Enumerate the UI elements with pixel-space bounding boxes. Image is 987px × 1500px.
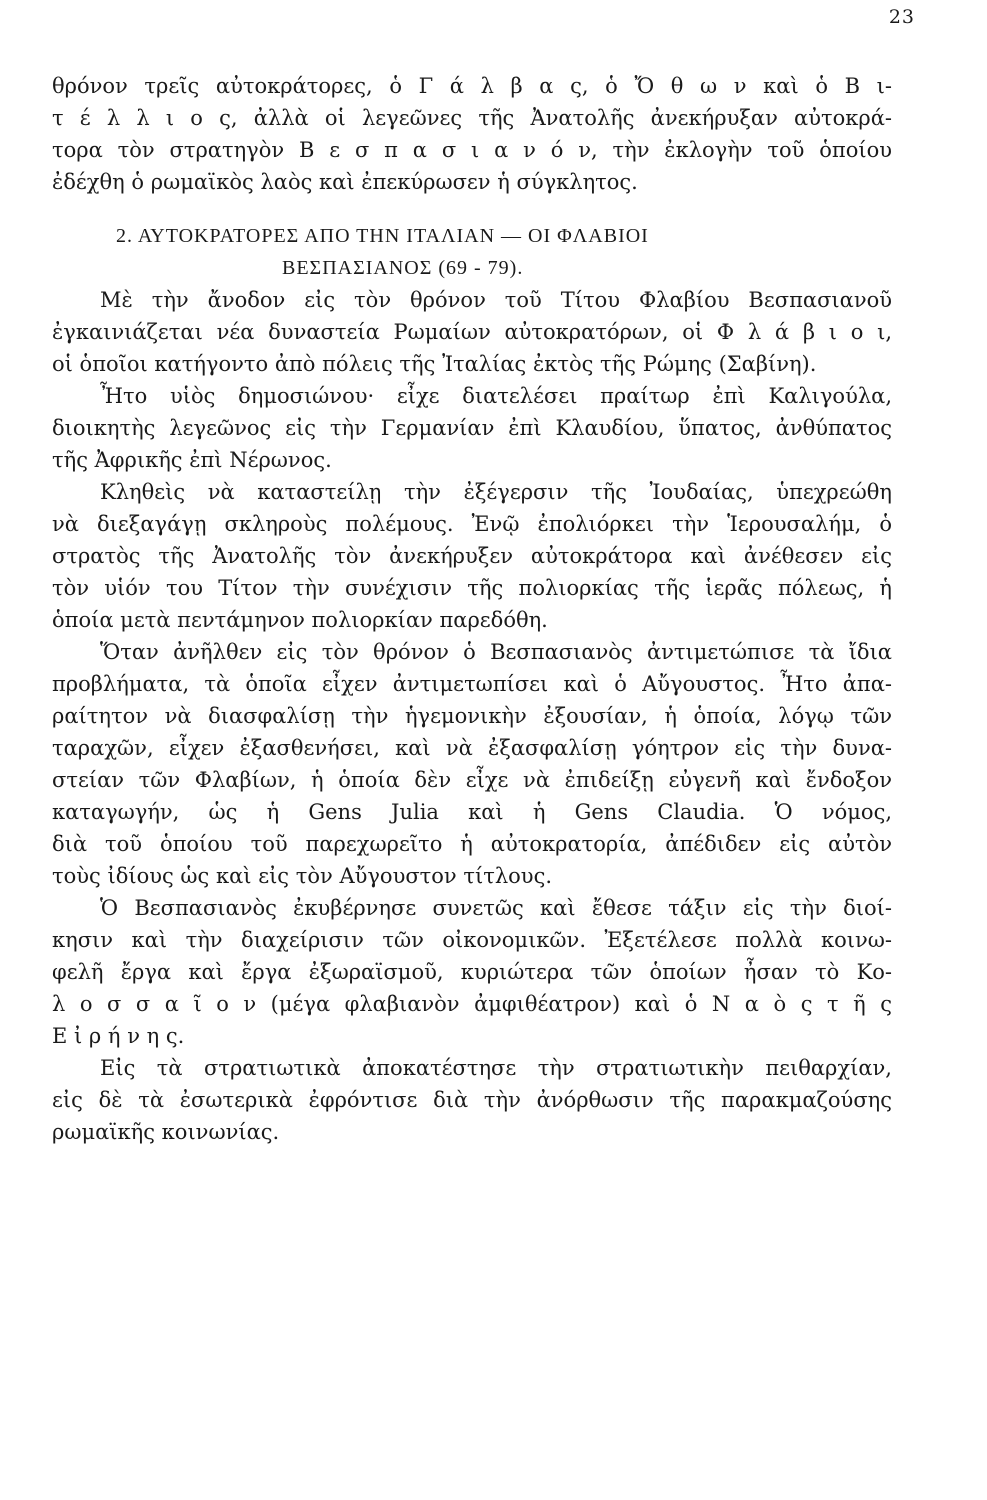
- text-line: Εἰς τὰ στρατιωτικὰ ἀποκατέστησε τὴν στρατιωτικὴν πειθαρχίαν,: [100, 1056, 892, 1080]
- text-line: τῆς Ἀφρικῆς ἐπὶ Νέρωνος.: [52, 448, 332, 472]
- text-line: φελῆ ἔργα καὶ ἔργα ἐξωραϊσμοῦ, κυριώτερα τῶν ὁποίων ἦσαν τὸ Κο-: [52, 960, 892, 984]
- text-line: εἰς δὲ τὰ ἐσωτερικὰ ἐφρόντισε διὰ τὴν ἀνόρθωσιν τῆς παρακμαζούσης: [52, 1088, 892, 1112]
- text-line: προβλήματα, τὰ ὁποῖα εἶχεν ἀντιμετωπίσει καὶ ὁ Αὔγουστος. Ἦτο ἀπα-: [52, 672, 892, 696]
- text-line: Μὲ τὴν ἄνοδον εἰς τὸν θρόνον τοῦ Τίτου Φλαβίου Βεσπασιανοῦ: [100, 288, 892, 312]
- section-body: [52, 284, 892, 1148]
- text-line: θρόνον τρεῖς αὐτοκράτορες, ὁ Γ ά λ β α ς, ὁ Ὄ θ ω ν καὶ ὁ Β ι-: [52, 74, 892, 98]
- text-line: Ὁ Βεσπασιανὸς ἐκυβέρνησε συνετῶς καὶ ἔθεσε τάξιν εἰς τὴν διοί-: [100, 896, 892, 920]
- text-line: Ὅταν ἀνῆλθεν εἰς τὸν θρόνον ὁ Βεσπασιανὸς ἀντιμετώπισε τὰ ἴδια: [100, 640, 892, 664]
- text-line: Ἦτο υἱὸς δημοσιώνου· εἶχε διατελέσει πραίτωρ ἐπὶ Καλιγούλα,: [100, 384, 892, 408]
- text-line: τορα τὸν στρατηγὸν Β ε σ π α σ ι α ν ό ν, τὴν ἐκλογὴν τοῦ ὁποίου: [52, 138, 892, 162]
- text-line: καταγωγήν, ὡς ἡ Gens Julia καὶ ἡ Gens Claudia. Ὁ νόμος,: [52, 800, 892, 824]
- text-line: Κληθεὶς νὰ καταστείλῃ τὴν ἐξέγερσιν τῆς Ἰουδαίας, ὑπεχρεώθη: [100, 480, 892, 504]
- text-line: τ έ λ λ ι ο ς, ἀλλὰ οἱ λεγεῶνες τῆς Ἀνατολῆς ἀνεκήρυξαν αὐτοκρά-: [52, 106, 892, 130]
- text-line: στείαν τῶν Φλαβίων, ἡ ὁποία δὲν εἶχε νὰ ἐπιδείξῃ εὐγενῆ καὶ ἔνδοξον: [52, 768, 892, 792]
- text-line: λ ο σ σ α ῖ ο ν (μέγα φλαβιανὸν ἀμφιθέατρον) καὶ ὁ Ν α ὸ ς τ ῆ ς: [52, 992, 892, 1016]
- text-line: κησιν καὶ τὴν διαχείρισιν τῶν οἰκονομικῶν. Ἐξετέλεσε πολλὰ κοινω-: [52, 928, 892, 952]
- text-line: Ε ἰ ρ ή ν η ς.: [52, 1024, 185, 1048]
- text-line: στρατὸς τῆς Ἀνατολῆς τὸν ἀνεκήρυξεν αὐτοκράτορα καὶ ἀνέθεσεν εἰς: [52, 544, 892, 568]
- text-line: διοικητὴς λεγεῶνος εἰς τὴν Γερμανίαν ἐπὶ Κλαυδίου, ὕπατος, ἀνθύπατος: [52, 416, 892, 440]
- text-line: ἐδέχθη ὁ ρωμαϊκὸς λαὸς καὶ ἐπεκύρωσεν ἡ σύγκλητος.: [52, 170, 638, 194]
- text-line: ὁποία μετὰ πεντάμηνον πολιορκίαν παρεδόθη.: [52, 608, 548, 632]
- intro-paragraph: [52, 70, 892, 198]
- section-subheading: ΒΕΣΠΑΣΙΑΝΟΣ (69 - 79).: [282, 257, 524, 279]
- text-line: οἱ ὁποῖοι κατήγοντο ἀπὸ πόλεις τῆς Ἰταλίας ἐκτὸς τῆς Ρώμης (Σαβίνη).: [52, 352, 817, 376]
- text-line: νὰ διεξαγάγῃ σκληροὺς πολέμους. Ἐνῷ ἐπολιόρκει τὴν Ἱερουσαλήμ, ὁ: [52, 512, 892, 536]
- text-line: ταραχῶν, εἶχεν ἐξασθενήσει, καὶ νὰ ἐξασφαλίσῃ γόητρον εἰς τὴν δυνα-: [52, 736, 892, 760]
- text-line: ἐγκαινιάζεται νέα δυναστεία Ρωμαίων αὐτοκρατόρων, οἱ Φ λ ά β ι ο ι,: [52, 320, 892, 344]
- page-body: [52, 70, 892, 1148]
- text-line: ρωμαϊκῆς κοινωνίας.: [52, 1120, 280, 1144]
- text-line: τοὺς ἰδίους ὡς καὶ εἰς τὸν Αὔγουστον τίτλους.: [52, 864, 553, 888]
- text-line: ραίτητον νὰ διασφαλίσῃ τὴν ἡγεμονικὴν ἐξουσίαν, ἡ ὁποία, λόγῳ τῶν: [52, 704, 892, 728]
- text-line: τὸν υἱόν του Τίτον τὴν συνέχισιν τῆς πολιορκίας τῆς ἱερᾶς πόλεως, ἡ: [52, 576, 892, 600]
- text-line: διὰ τοῦ ὁποίου τοῦ παρεχωρεῖτο ἡ αὐτοκρατορία, ἀπέδιδεν εἰς αὐτὸν: [52, 832, 892, 856]
- section-heading: 2. ΑΥΤΟΚΡΑΤΟΡΕΣ ΑΠΟ ΤΗΝ ΙΤΑΛΙΑΝ — ΟΙ ΦΛΑΒΙΟΙ: [116, 225, 649, 247]
- page-number: 23: [888, 6, 915, 28]
